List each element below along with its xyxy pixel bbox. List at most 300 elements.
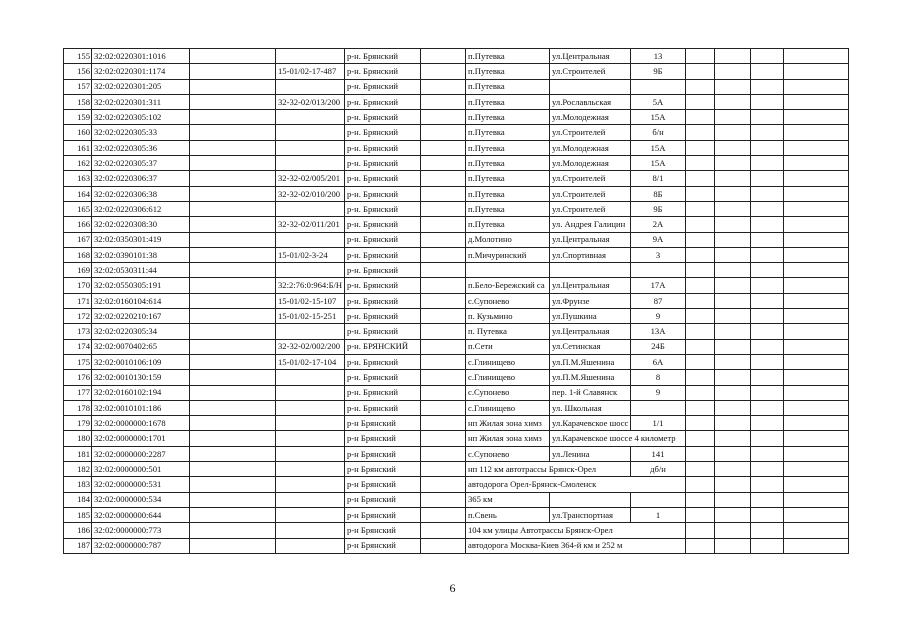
row-number-cell: 185: [64, 507, 92, 522]
table-row: [64, 462, 849, 477]
cadastral-number-cell: 32:02:0000000:1701: [92, 431, 190, 446]
registration-number-cell: [276, 125, 345, 140]
table-row: [64, 324, 849, 339]
street-cell: ул.Строителей: [550, 125, 631, 140]
blank-cell: [421, 217, 466, 232]
blank-cell: [686, 523, 715, 538]
street-cell: ул.Центральная: [550, 49, 631, 64]
blank-cell: [784, 309, 849, 324]
street-cell: ул.Транспортная: [550, 507, 631, 522]
blank-cell: [751, 446, 784, 461]
address-span-cell: 104 км улицы Автотрассы Брянск-Орел: [466, 523, 686, 538]
street-cell: ул.Молодежная: [550, 140, 631, 155]
district-cell: р-н Брянский: [345, 431, 421, 446]
blank-cell: [686, 385, 715, 400]
blank-cell: [190, 263, 276, 278]
table-body: [64, 49, 849, 554]
blank-cell: [421, 462, 466, 477]
blank-cell: [784, 49, 849, 64]
blank-cell: [751, 278, 784, 293]
blank-cell: [686, 354, 715, 369]
locality-cell: [466, 263, 550, 278]
district-cell: р-н Брянский: [345, 492, 421, 507]
blank-cell: [421, 339, 466, 354]
district-cell: р-н. Брянский: [345, 110, 421, 125]
blank-cell: [784, 416, 849, 431]
street-cell: ул. Школьная: [550, 400, 631, 415]
cadastral-number-cell: 32:02:0000000:1678: [92, 416, 190, 431]
registration-number-cell: [276, 263, 345, 278]
blank-cell: [421, 416, 466, 431]
cadastral-number-cell: 32:02:0010101:186: [92, 400, 190, 415]
cadastral-number-cell: 32:02:0010130:159: [92, 370, 190, 385]
table-row: [64, 446, 849, 461]
blank-cell: [751, 156, 784, 171]
district-cell: р-н. Брянский: [345, 156, 421, 171]
blank-cell: [190, 507, 276, 522]
district-cell: р-н. Брянский: [345, 370, 421, 385]
table-row: [64, 309, 849, 324]
row-number-cell: 174: [64, 339, 92, 354]
locality-cell: с.Глинищево: [466, 400, 550, 415]
locality-cell: с.Супонево: [466, 293, 550, 308]
blank-cell: [751, 125, 784, 140]
registration-number-cell: 15-01/02-3-24: [276, 247, 345, 262]
blank-cell: [686, 446, 715, 461]
blank-cell: [421, 507, 466, 522]
blank-cell: [686, 110, 715, 125]
blank-cell: [421, 171, 466, 186]
cadastral-number-cell: 32:02:0220308:30: [92, 217, 190, 232]
street-cell: ул.Строителей: [550, 64, 631, 79]
registration-number-cell: [276, 446, 345, 461]
street-cell: ул.П.М.Яшенина: [550, 354, 631, 369]
blank-cell: [421, 140, 466, 155]
registration-number-cell: 32:2:76:0:964:Б/Н: [276, 278, 345, 293]
row-number-cell: 173: [64, 324, 92, 339]
blank-cell: [784, 538, 849, 553]
house-number-cell: 9А: [631, 232, 686, 247]
registration-number-cell: [276, 385, 345, 400]
blank-cell: [421, 263, 466, 278]
blank-cell: [784, 186, 849, 201]
row-number-cell: 180: [64, 431, 92, 446]
district-cell: р-н. Брянский: [345, 171, 421, 186]
row-number-cell: 171: [64, 293, 92, 308]
blank-cell: [715, 400, 751, 415]
blank-cell: [715, 370, 751, 385]
house-number-cell: [631, 79, 686, 94]
blank-cell: [686, 201, 715, 216]
blank-cell: [190, 416, 276, 431]
blank-cell: [686, 278, 715, 293]
house-number-cell: 87: [631, 293, 686, 308]
locality-cell: п.Путевка: [466, 186, 550, 201]
locality-cell: с.Глинищево: [466, 354, 550, 369]
locality-cell: д.Молотино: [466, 232, 550, 247]
blank-cell: [715, 49, 751, 64]
row-number-cell: 168: [64, 247, 92, 262]
table-row: [64, 339, 849, 354]
blank-cell: [190, 110, 276, 125]
address-span-cell: автодорога Москва-Киев 364-й км и 252 м: [466, 538, 686, 553]
blank-cell: [190, 64, 276, 79]
cadastral-number-cell: 32:02:0000000:787: [92, 538, 190, 553]
house-number-cell: 17А: [631, 278, 686, 293]
blank-cell: [190, 217, 276, 232]
blank-cell: [715, 94, 751, 109]
table-row: [64, 49, 849, 64]
house-number-cell: 1/1: [631, 416, 686, 431]
row-number-cell: 155: [64, 49, 92, 64]
blank-cell: [190, 94, 276, 109]
blank-cell: [190, 186, 276, 201]
blank-cell: [421, 309, 466, 324]
registration-number-cell: [276, 507, 345, 522]
blank-cell: [751, 247, 784, 262]
blank-cell: [421, 370, 466, 385]
registration-number-cell: [276, 49, 345, 64]
street-cell: ул.Центральная: [550, 324, 631, 339]
street-cell: ул.Молодежная: [550, 110, 631, 125]
registration-number-cell: [276, 201, 345, 216]
street-cell: ул.Молодежная: [550, 156, 631, 171]
row-number-cell: 164: [64, 186, 92, 201]
blank-cell: [686, 324, 715, 339]
blank-cell: [421, 232, 466, 247]
row-number-cell: 187: [64, 538, 92, 553]
locality-cell: с.Супонево: [466, 385, 550, 400]
blank-cell: [715, 186, 751, 201]
registration-number-cell: [276, 324, 345, 339]
row-number-cell: 170: [64, 278, 92, 293]
registration-number-cell: [276, 431, 345, 446]
district-cell: р-н. Брянский: [345, 125, 421, 140]
blank-cell: [751, 49, 784, 64]
blank-cell: [190, 523, 276, 538]
blank-cell: [421, 354, 466, 369]
blank-cell: [784, 140, 849, 155]
blank-cell: [421, 477, 466, 492]
blank-cell: [421, 523, 466, 538]
table-row: [64, 400, 849, 415]
table-row: [64, 354, 849, 369]
blank-cell: [686, 140, 715, 155]
registration-number-cell: [276, 79, 345, 94]
blank-cell: [190, 293, 276, 308]
table-row: [64, 94, 849, 109]
blank-cell: [715, 171, 751, 186]
blank-cell: [715, 140, 751, 155]
blank-cell: [421, 49, 466, 64]
blank-cell: [421, 324, 466, 339]
registration-number-cell: 15-01/02-15-107: [276, 293, 345, 308]
blank-cell: [784, 278, 849, 293]
blank-cell: [715, 492, 751, 507]
blank-cell: [686, 217, 715, 232]
blank-cell: [190, 462, 276, 477]
row-number-cell: 158: [64, 94, 92, 109]
blank-cell: [190, 339, 276, 354]
row-number-cell: 182: [64, 462, 92, 477]
registration-number-cell: 15-01/02-15-251: [276, 309, 345, 324]
house-number-cell: 24Б: [631, 339, 686, 354]
table-row: [64, 492, 849, 507]
district-cell: р-н. Брянский: [345, 247, 421, 262]
district-cell: р-н. Брянский: [345, 324, 421, 339]
blank-cell: [190, 171, 276, 186]
locality-cell: п.Путевка: [466, 201, 550, 216]
blank-cell: [751, 186, 784, 201]
street-cell: ул.Центральная: [550, 232, 631, 247]
blank-cell: [190, 309, 276, 324]
locality-cell: п.Мичуринский: [466, 247, 550, 262]
locality-cell: п. Кузьмино: [466, 309, 550, 324]
blank-cell: [421, 385, 466, 400]
blank-cell: [686, 263, 715, 278]
blank-cell: [421, 247, 466, 262]
district-cell: р-н. Брянский: [345, 293, 421, 308]
cadastral-number-cell: 32:02:0000000:534: [92, 492, 190, 507]
blank-cell: [751, 385, 784, 400]
district-cell: р-н Брянский: [345, 446, 421, 461]
blank-cell: [751, 370, 784, 385]
district-cell: р-н. Брянский: [345, 140, 421, 155]
table-row: [64, 217, 849, 232]
blank-cell: [715, 278, 751, 293]
street-cell: ул.Строителей: [550, 171, 631, 186]
table-row: [64, 278, 849, 293]
blank-cell: [190, 370, 276, 385]
table-row: [64, 232, 849, 247]
table-row: [64, 186, 849, 201]
street-cell: ул.Карачевское шосс: [550, 416, 631, 431]
blank-cell: [686, 49, 715, 64]
blank-cell: [715, 263, 751, 278]
locality-cell: п.Путевка: [466, 125, 550, 140]
blank-cell: [421, 125, 466, 140]
blank-cell: [715, 79, 751, 94]
house-number-cell: 1: [631, 507, 686, 522]
street-cell: [550, 492, 631, 507]
locality-cell: п.Сети: [466, 339, 550, 354]
district-cell: р-н. Брянский: [345, 232, 421, 247]
blank-cell: [751, 354, 784, 369]
locality-cell: 365 км: [466, 492, 550, 507]
registration-number-cell: [276, 492, 345, 507]
blank-cell: [784, 293, 849, 308]
property-register-table: [63, 48, 849, 554]
blank-cell: [751, 416, 784, 431]
row-number-cell: 181: [64, 446, 92, 461]
street-cell: пер. 1-й Славянск: [550, 385, 631, 400]
district-cell: р-н. Брянский: [345, 186, 421, 201]
locality-cell: п.Путевка: [466, 217, 550, 232]
blank-cell: [751, 232, 784, 247]
blank-cell: [784, 400, 849, 415]
blank-cell: [686, 171, 715, 186]
blank-cell: [421, 446, 466, 461]
blank-cell: [784, 477, 849, 492]
table-row: [64, 385, 849, 400]
cadastral-number-cell: 32:02:0010106:109: [92, 354, 190, 369]
blank-cell: [686, 400, 715, 415]
blank-cell: [784, 263, 849, 278]
blank-cell: [751, 431, 784, 446]
house-number-cell: 141: [631, 446, 686, 461]
blank-cell: [751, 110, 784, 125]
cadastral-number-cell: 32:02:0160104:614: [92, 293, 190, 308]
address-span-cell: нп 112 км автотрассы Брянск-Орел: [466, 462, 631, 477]
blank-cell: [421, 431, 466, 446]
blank-cell: [190, 49, 276, 64]
blank-cell: [751, 462, 784, 477]
blank-cell: [190, 247, 276, 262]
blank-cell: [715, 64, 751, 79]
locality-cell: п.Путевка: [466, 171, 550, 186]
district-cell: р-н. Брянский: [345, 309, 421, 324]
street-cell: ул. Андрея Галицин: [550, 217, 631, 232]
blank-cell: [784, 247, 849, 262]
blank-cell: [784, 370, 849, 385]
blank-cell: [686, 186, 715, 201]
street-cell: ул.Пушкина: [550, 309, 631, 324]
blank-cell: [751, 339, 784, 354]
blank-cell: [190, 278, 276, 293]
house-number-cell: 3: [631, 247, 686, 262]
blank-cell: [686, 462, 715, 477]
row-number-cell: 165: [64, 201, 92, 216]
blank-cell: [784, 462, 849, 477]
row-number-cell: 169: [64, 263, 92, 278]
blank-cell: [751, 263, 784, 278]
blank-cell: [751, 523, 784, 538]
blank-cell: [686, 370, 715, 385]
cadastral-number-cell: 32:02:0000000:2287: [92, 446, 190, 461]
blank-cell: [715, 110, 751, 125]
row-number-cell: 156: [64, 64, 92, 79]
registration-number-cell: 32-32-02/005/201: [276, 171, 345, 186]
blank-cell: [751, 293, 784, 308]
blank-cell: [190, 125, 276, 140]
house-number-cell: 8Б: [631, 186, 686, 201]
district-cell: р-н Брянский: [345, 523, 421, 538]
table-row: [64, 110, 849, 125]
blank-cell: [751, 201, 784, 216]
locality-cell: п.Путевка: [466, 94, 550, 109]
cadastral-number-cell: 32:02:0220305:102: [92, 110, 190, 125]
blank-cell: [190, 156, 276, 171]
cadastral-number-cell: 32:02:0220305:34: [92, 324, 190, 339]
house-number-cell: 8/1: [631, 171, 686, 186]
street-cell: ул.Спортивная: [550, 247, 631, 262]
house-number-cell: [631, 263, 686, 278]
locality-cell: п.Путевка: [466, 49, 550, 64]
blank-cell: [751, 217, 784, 232]
blank-cell: [751, 64, 784, 79]
blank-cell: [686, 339, 715, 354]
cadastral-number-cell: 32:02:0550305:191: [92, 278, 190, 293]
cadastral-number-cell: 32:02:0530311:44: [92, 263, 190, 278]
registration-number-cell: 32-32-02/011/201: [276, 217, 345, 232]
blank-cell: [784, 64, 849, 79]
registration-number-cell: 15-01/02-17-487: [276, 64, 345, 79]
blank-cell: [784, 79, 849, 94]
blank-cell: [715, 217, 751, 232]
house-number-cell: 6А: [631, 354, 686, 369]
district-cell: р-н Брянский: [345, 462, 421, 477]
blank-cell: [686, 247, 715, 262]
blank-cell: [715, 477, 751, 492]
blank-cell: [190, 385, 276, 400]
locality-cell: п.Путевка: [466, 110, 550, 125]
cadastral-number-cell: 32:02:0220301:1016: [92, 49, 190, 64]
district-cell: р-н Брянский: [345, 477, 421, 492]
blank-cell: [715, 431, 751, 446]
blank-cell: [190, 431, 276, 446]
cadastral-number-cell: 32:02:0220305:33: [92, 125, 190, 140]
district-cell: р-н. Брянский: [345, 79, 421, 94]
blank-cell: [686, 309, 715, 324]
cadastral-number-cell: 32:02:0160102:194: [92, 385, 190, 400]
locality-cell: п.Путевка: [466, 79, 550, 94]
street-cell: ул.Строителей: [550, 186, 631, 201]
district-cell: р-н Брянский: [345, 507, 421, 522]
registration-number-cell: [276, 416, 345, 431]
row-number-cell: 177: [64, 385, 92, 400]
row-number-cell: 161: [64, 140, 92, 155]
blank-cell: [715, 446, 751, 461]
registration-number-cell: [276, 110, 345, 125]
blank-cell: [686, 538, 715, 553]
blank-cell: [784, 201, 849, 216]
street-address-span-cell: ул.Карачевское шоссе 4 километр: [550, 431, 686, 446]
blank-cell: [190, 477, 276, 492]
table-row: [64, 201, 849, 216]
row-number-cell: 178: [64, 400, 92, 415]
cadastral-number-cell: 32:02:0220305:36: [92, 140, 190, 155]
cadastral-number-cell: 32:02:0070402:65: [92, 339, 190, 354]
district-cell: р-н. Брянский: [345, 354, 421, 369]
cadastral-number-cell: 32:02:0390101:38: [92, 247, 190, 262]
registration-number-cell: 32-32-02/010/200: [276, 186, 345, 201]
district-cell: р-н. БРЯНСКИЙ: [345, 339, 421, 354]
blank-cell: [421, 156, 466, 171]
row-number-cell: 157: [64, 79, 92, 94]
blank-cell: [784, 431, 849, 446]
row-number-cell: 167: [64, 232, 92, 247]
blank-cell: [686, 156, 715, 171]
blank-cell: [421, 278, 466, 293]
blank-cell: [784, 354, 849, 369]
blank-cell: [784, 385, 849, 400]
locality-cell: п.Путевка: [466, 156, 550, 171]
blank-cell: [190, 492, 276, 507]
district-cell: р-н. Брянский: [345, 400, 421, 415]
blank-cell: [784, 523, 849, 538]
district-cell: р-н Брянский: [345, 538, 421, 553]
registration-number-cell: [276, 232, 345, 247]
blank-cell: [190, 446, 276, 461]
row-number-cell: 186: [64, 523, 92, 538]
street-cell: ул.Центральная: [550, 278, 631, 293]
locality-cell: п. Путевка: [466, 324, 550, 339]
blank-cell: [715, 125, 751, 140]
house-number-cell: 8: [631, 370, 686, 385]
cadastral-number-cell: 32:02:0000000:644: [92, 507, 190, 522]
blank-cell: [421, 538, 466, 553]
blank-cell: [715, 247, 751, 262]
